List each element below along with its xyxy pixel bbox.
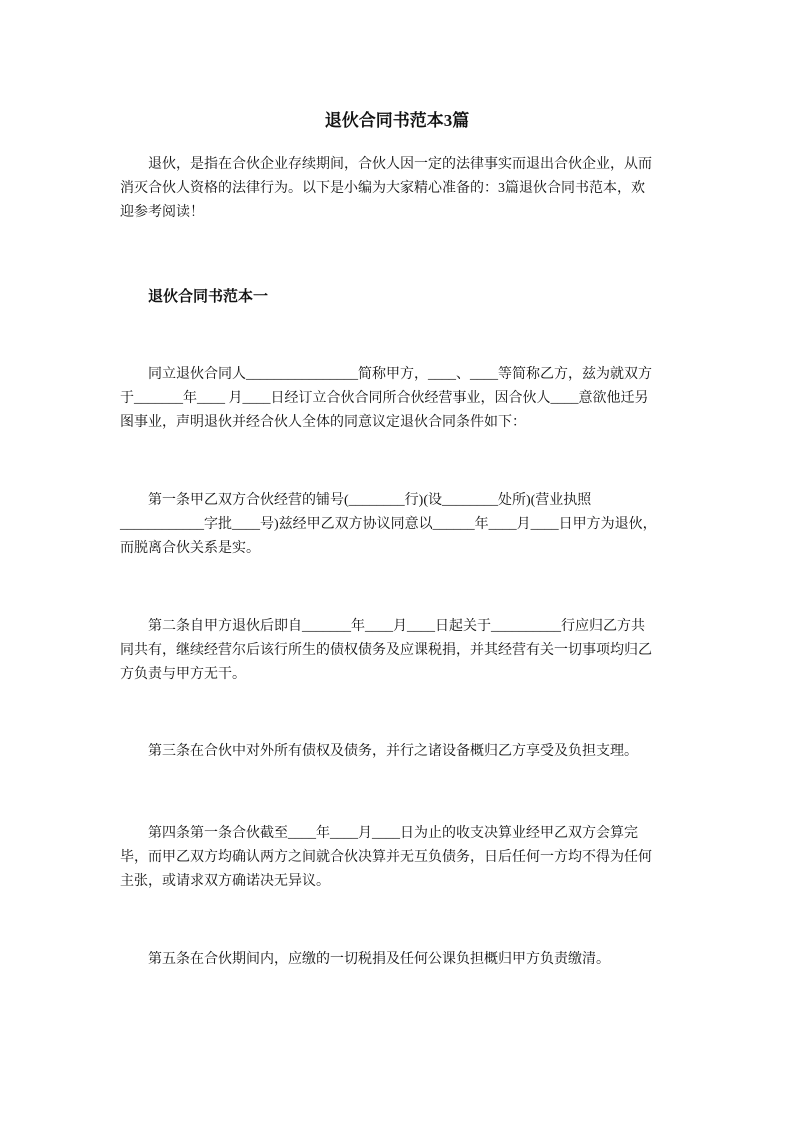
text-line: 迎参考阅读！	[120, 205, 204, 220]
article-4	[120, 822, 680, 894]
text-line: 第五条在合伙期间内，应缴的一切税捐及任何公课负担概归甲方负责缴清。	[148, 952, 610, 967]
text-line: 退伙，是指在合伙企业存续期间，合伙人因一定的法律事实而退出合伙企业，从而	[148, 157, 652, 172]
text-line: 毕，而甲乙双方均确认两方之间就合伙决算并无互负债务，日后任何一方均不得为任何	[120, 850, 652, 865]
text-line: 第一条甲乙双方合伙经营的铺号(________行)(设________处所)(营业执照	[148, 493, 592, 508]
text-line: ____________字批____号)兹经甲乙双方协议同意以______年____月____日甲方为退伙，	[120, 517, 657, 532]
text-line: 图事业，声明退伙并经合伙人全体的同意议定退伙合同条件如下：	[120, 415, 526, 430]
text-line: 而脱离合伙关系是实。	[120, 541, 260, 556]
document-title: 退伙合同书范本3篇	[324, 111, 470, 130]
text-line: 消灭合伙人资格的法律行为。以下是小编为大家精心准备的：3篇退伙合同书范本，欢	[120, 181, 645, 196]
article-3	[120, 740, 680, 764]
text-line: 第二条自甲方退伙后即自_______年____月____日起关于__________行应归乙方共	[148, 619, 645, 634]
text-line: 方负责与甲方无干。	[120, 667, 246, 682]
article-5	[120, 948, 680, 972]
text-line: 第四条第一条合伙截至____年____月____日为止的收支决算业经甲乙双方会算完	[148, 826, 638, 841]
article-1	[120, 489, 680, 561]
text-line: 第三条在合伙中对外所有债权及债务，并行之诸设备概归乙方享受及负担支理。	[148, 744, 638, 759]
text-line: 同立退伙合同人________________简称甲方，____、____等简称乙方，兹为就双方	[148, 367, 652, 382]
section-heading: 退伙合同书范本一	[148, 289, 269, 305]
text-line: 主张，或请求双方确诺决无异议。	[120, 874, 330, 889]
preamble-paragraph	[120, 363, 680, 435]
intro-paragraph	[120, 153, 680, 225]
article-2	[120, 615, 680, 687]
text-line: 于_______年____ 月____日经订立合伙合同所合伙经营事业，因合伙人____意欲他迁另	[120, 391, 649, 406]
text-line: 同共有，继续经营尔后该行所生的债权债务及应课税捐，并其经营有关一切事项均归乙	[120, 643, 652, 658]
